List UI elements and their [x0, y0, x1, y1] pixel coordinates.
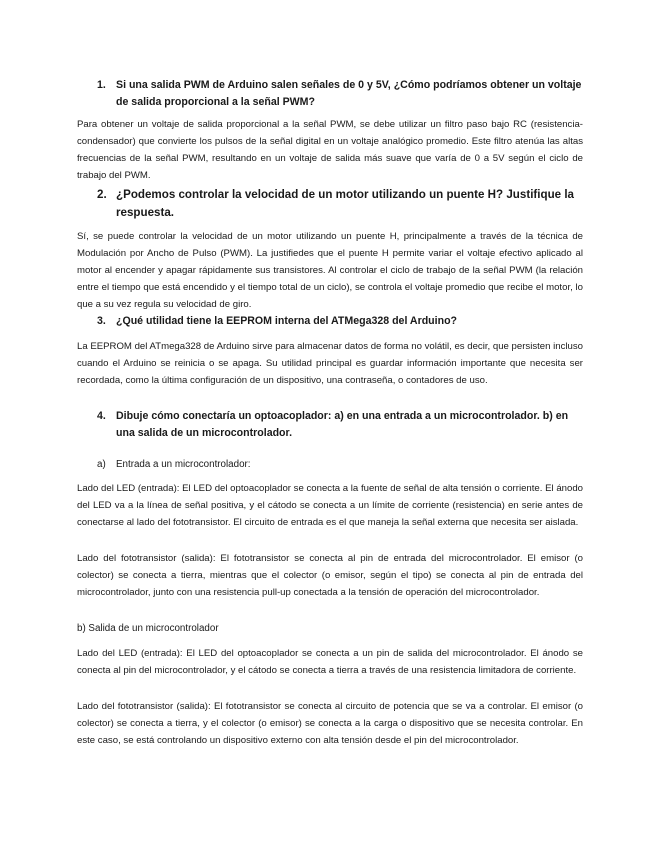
subsection-a: [77, 456, 251, 473]
question-3: [77, 313, 582, 330]
answer-4a-phototransistor: Lado del fototransistor (salida): El fototransistor se conecta al pin de entrada del microcontrolador. El emisor (o colector) se conecta a tierra, mientras que el colector (o emisor, según el tipo) se conecta al pin de entrada del microcontrolador, junto con una resistencia pull-up conectada a la tensión de operación del microcontrolador.: [77, 553, 583, 599]
question-3-text: ¿Qué utilidad tiene la EEPROM interna del ATMega328 del Arduino?: [116, 315, 458, 327]
question-2-text: ¿Podemos controlar la velocidad de un motor utilizando un puente H? Justifique la respuesta.: [116, 188, 574, 219]
answer-1: Para obtener un voltaje de salida proporcional a la señal PWM, se debe utilizar un filtro paso bajo RC (resistencia-condensador) que convierte los pulsos de la señal digital en un voltaje analógico promedio. Este filtro atenúa las altas frecuencias de la señal PWM, resultando en un voltaje de salida más suave que varía de 0 a 5V según el ciclo de trabajo del PWM.: [77, 119, 583, 182]
answer-4a-led: Lado del LED (entrada): El LED del optoacoplador se conecta a la fuente de señal de alta tensión o corriente. El ánodo del LED va a la línea de señal positiva, y el cátodo se conecta a un límite de corriente (resistencia) en serie antes de conectarse al lado del fototransistor. El circuito de entrada es el que maneja la señal externa que necesita ser aislada.: [77, 483, 583, 529]
answer-4b-phototransistor: Lado del fototransistor (salida): El fototransistor se conecta al circuito de potencia que se va a controlar. El emisor (o colector) se conecta a tierra, y el colector (o emisor) se conecta a la carga o dispositivo que se necesita controlar. En este caso, se está controlando un dispositivo externo con alta tensión desde el pin del microcontrolador.: [77, 701, 583, 747]
question-3-number: 3.: [97, 315, 106, 327]
question-4-number: 4.: [97, 410, 106, 422]
subsection-a-text: Entrada a un microcontrolador:: [116, 459, 251, 470]
question-2: [77, 186, 582, 222]
answer-2: Sí, se puede controlar la velocidad de un motor utilizando un puente H, principalmente a través de la técnica de Modulación por Ancho de Pulso (PWM). La justifiedes que el puente H permite variar el voltaje efectivo aplicado al motor al encender y apagar rápidamente sus transistores. Al controlar el ciclo de trabajo de la señal PWM (la relación entre el tiempo que está encendido y el tiempo total de un ciclo), se controla el voltaje promedio que recibe el motor, lo que a su vez regula su velocidad de giro.: [77, 231, 583, 311]
answer-3: La EEPROM del ATmega328 de Arduino sirve para almacenar datos de forma no volátil, es decir, que persisten incluso cuando el Arduino se reinicia o se apaga. Su utilidad principal es guardar información importante que necesita ser recordada, como la última configuración de un dispositivo, una contraseña, o contadores de uso.: [77, 341, 583, 387]
question-1: [77, 77, 582, 111]
answer-4b-led: Lado del LED (entrada): El LED del optoacoplador se conecta a un pin de salida del microcontrolador. El ánodo se conecta al pin del microcontrolador, y el cátodo se conecta a tierra a través de una resistencia limitadora de corriente.: [77, 648, 583, 677]
question-1-text: Si una salida PWM de Arduino salen señales de 0 y 5V, ¿Cómo podríamos obtener un voltaje de salida proporcional a la señal PWM?: [116, 79, 582, 108]
question-1-number: 1.: [97, 79, 106, 91]
subsection-a-number: a): [97, 459, 106, 470]
question-4: [77, 408, 582, 442]
question-4-text: Dibuje cómo conectaría un optoacoplador: a) en una entrada a un microcontrolador. b) en una salida de un microcontrolador.: [116, 410, 569, 439]
question-2-number: 2.: [97, 188, 107, 201]
subsection-b: b) Salida de un microcontrolador: [77, 623, 219, 634]
